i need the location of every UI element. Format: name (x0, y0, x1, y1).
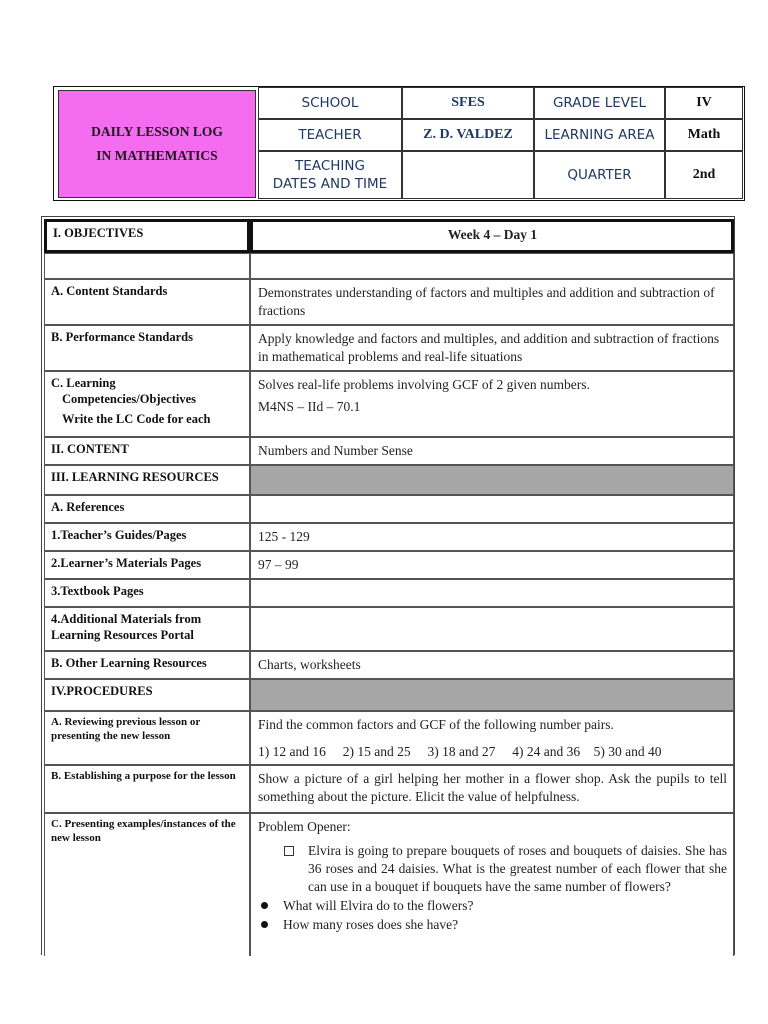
teacher-label: TEACHER (258, 119, 402, 151)
procedures-row (42, 679, 734, 711)
header-title-line2: IN MATHEMATICS (96, 148, 218, 163)
grade-level-label: GRADE LEVEL (534, 87, 665, 119)
reviewing-number-pairs: 1) 12 and 16 2) 15 and 25 3) 18 and 27 4) 24 and 36 5) 30 and 40 (258, 744, 662, 759)
content-value: Numbers and Number Sense (250, 437, 734, 465)
objectives-label: I. OBJECTIVES (44, 219, 250, 253)
other-resources-label: B. Other Learning Resources (44, 651, 250, 679)
reviewing-row (42, 711, 734, 765)
textbook-pages-label: 3.Textbook Pages (44, 579, 250, 607)
teachers-guides-label: 1.Teacher’s Guides/Pages (44, 523, 250, 551)
content-row (42, 437, 734, 465)
learning-resources-label: III. LEARNING RESOURCES (44, 465, 250, 495)
additional-materials-label-line1: 4.Additional Materials from (51, 612, 202, 626)
references-label: A. References (44, 495, 250, 523)
problem-text: Elvira is going to prepare bouquets of roses and bouquets of daisies. She has 36 roses and 24 daisies. What is the greatest number of each flower that she can use in a bouquet if bouquets have the same number of flowers? (308, 843, 727, 894)
teaching-dates-label-line2: DATES AND TIME (272, 176, 388, 192)
spacer-right (250, 253, 734, 279)
question-item-1 (258, 897, 727, 915)
school-value: SFES (402, 87, 534, 119)
purpose-row (42, 765, 734, 813)
problem-opener-label: Problem Opener: (258, 819, 351, 834)
school-label: SCHOOL (258, 87, 402, 119)
question-1-text: What will Elvira do to the flowers? (283, 898, 474, 913)
competencies-code: M4NS – IId – 70.1 (258, 399, 361, 414)
other-resources-value: Charts, worksheets (250, 651, 734, 679)
purpose-label: B. Establishing a purpose for the lesson (44, 765, 250, 813)
teaching-dates-label (258, 151, 402, 199)
additional-materials-value (250, 607, 734, 651)
learning-resources-row (42, 465, 734, 495)
reviewing-label: A. Reviewing previous lesson or presenting the new lesson (44, 711, 250, 765)
content-standards-row (42, 279, 734, 325)
teaching-dates-label-line1: TEACHING (295, 158, 365, 174)
presenting-row (42, 813, 734, 956)
competencies-value (250, 371, 734, 437)
learning-area-label: LEARNING AREA (534, 119, 665, 151)
learners-materials-row (42, 551, 734, 579)
question-2-text: How many roses does she have? (283, 917, 459, 932)
competencies-label-line3: Write the LC Code for each (62, 412, 211, 426)
performance-standards-value: Apply knowledge and factors and multiples, and addition and subtraction of fractions in mathematical problems and real-life situations (250, 325, 734, 371)
purpose-value: Show a picture of a girl helping her mother in a flower shop. Ask the pupils to tell something about the picture. Elicit the value of helpfulness. (250, 765, 734, 813)
procedures-shaded (250, 679, 734, 711)
teachers-guides-row (42, 523, 734, 551)
lesson-log-header (53, 86, 745, 201)
additional-materials-label (44, 607, 250, 651)
presenting-value (250, 813, 734, 956)
objectives-row (42, 219, 734, 253)
references-value (250, 495, 734, 523)
question-item-2 (258, 916, 727, 934)
bullet-icon (261, 902, 268, 909)
reviewing-instruction: Find the common factors and GCF of the following number pairs. (258, 717, 614, 732)
performance-standards-label: B. Performance Standards (44, 325, 250, 371)
teacher-value: Z. D. VALDEZ (402, 119, 534, 151)
teachers-guides-value: 125 - 129 (250, 523, 734, 551)
learning-resources-shaded (250, 465, 734, 495)
header-title-box (58, 90, 256, 198)
objectives-week-day: Week 4 – Day 1 (250, 219, 734, 253)
lesson-log-table (41, 216, 735, 955)
references-row (42, 495, 734, 523)
spacer-row (42, 253, 734, 279)
learners-materials-label: 2.Learner’s Materials Pages (44, 551, 250, 579)
competencies-objective: Solves real-life problems involving GCF of 2 given numbers. (258, 377, 590, 392)
quarter-label: QUARTER (534, 151, 665, 199)
content-standards-value: Demonstrates understanding of factors and multiples and addition and subtraction of fractions (250, 279, 734, 325)
competencies-row (42, 371, 734, 437)
procedures-label: IV.PROCEDURES (44, 679, 250, 711)
competencies-label-line2: Competencies/Objectives (62, 392, 196, 406)
presenting-label: C. Presenting examples/instances of the new lesson (44, 813, 250, 956)
reviewing-value (250, 711, 734, 765)
learners-materials-value: 97 – 99 (250, 551, 734, 579)
other-resources-row (42, 651, 734, 679)
problem-item (258, 842, 727, 896)
grade-level-value: IV (665, 87, 743, 119)
square-bullet-icon (284, 846, 294, 856)
competencies-label-line1: C. Learning (51, 376, 116, 390)
additional-materials-row (42, 607, 734, 651)
learning-area-value: Math (665, 119, 743, 151)
additional-materials-label-line2: Learning Resources Portal (51, 628, 194, 642)
bullet-icon (261, 921, 268, 928)
quarter-value: 2nd (665, 151, 743, 199)
performance-standards-row (42, 325, 734, 371)
spacer-left (44, 253, 250, 279)
competencies-label (44, 371, 250, 437)
content-standards-label: A. Content Standards (44, 279, 250, 325)
teaching-dates-value (402, 151, 534, 199)
textbook-pages-value (250, 579, 734, 607)
content-label: II. CONTENT (44, 437, 250, 465)
header-title-line1: DAILY LESSON LOG (91, 124, 223, 139)
textbook-pages-row (42, 579, 734, 607)
